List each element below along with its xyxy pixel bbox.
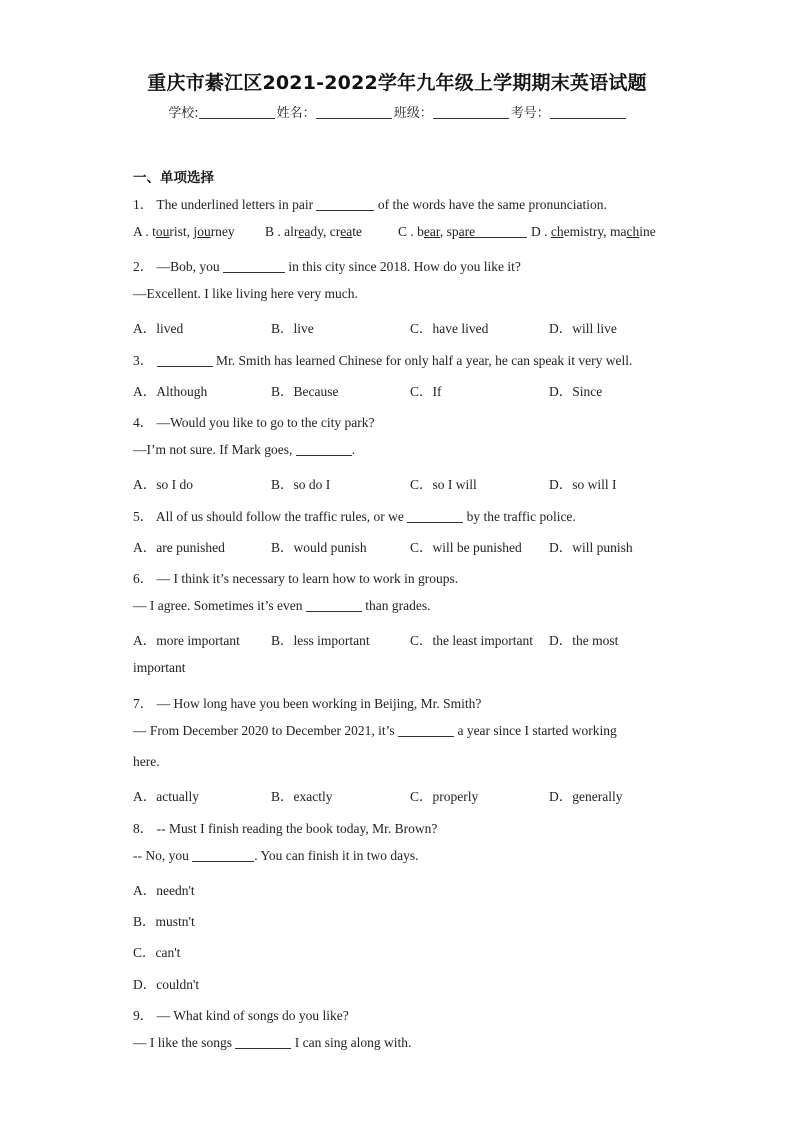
exam-no-blank[interactable] xyxy=(550,106,626,119)
question-7-reply-continued: here. xyxy=(133,754,160,769)
question-9: 9． — What kind of songs do you like? xyxy=(133,1008,349,1023)
option-d[interactable]: D．generally xyxy=(549,789,623,804)
option-b[interactable]: B．would punish xyxy=(271,540,367,555)
option-c[interactable]: C．properly xyxy=(410,789,479,804)
option-d[interactable]: D . chemistry, machine xyxy=(531,224,656,239)
answer-blank[interactable] xyxy=(316,198,374,211)
question-6-reply: — I agree. Sometimes it’s even than grades. xyxy=(133,598,431,613)
answer-blank[interactable] xyxy=(296,443,352,456)
option-b[interactable]: B．exactly xyxy=(271,789,333,804)
option-a[interactable]: A．actually xyxy=(133,789,199,804)
option-c[interactable]: C．If xyxy=(410,384,442,399)
option-c[interactable]: C．so I will xyxy=(410,477,477,492)
question-7-reply: — From December 2020 to December 2021, it’s a year since I started working xyxy=(133,723,617,738)
option-a[interactable]: A．are punished xyxy=(133,540,225,555)
option-d[interactable]: D．the most xyxy=(549,633,619,648)
option-a[interactable]: A．lived xyxy=(133,321,184,336)
option-d-continued: important xyxy=(133,660,186,675)
question-4-reply: —I’m not sure. If Mark goes, . xyxy=(133,442,356,457)
question-9-reply: — I like the songs I can sing along with. xyxy=(133,1035,412,1050)
option-b[interactable]: B . already, create xyxy=(265,224,362,239)
option-a[interactable]: A．so I do xyxy=(133,477,193,492)
school-blank[interactable] xyxy=(199,106,275,119)
option-b[interactable]: B．less important xyxy=(271,633,370,648)
question-4: 4． —Would you like to go to the city park? xyxy=(133,415,375,430)
question-5: 5． All of us should follow the traffic rules, or we by the traffic police. xyxy=(133,509,576,524)
student-info-line xyxy=(0,102,794,121)
option-a[interactable]: A . tourist, journey xyxy=(133,224,235,239)
option-c[interactable]: C．have lived xyxy=(410,321,489,336)
name-label: 姓名： xyxy=(276,106,316,121)
answer-blank[interactable] xyxy=(157,354,213,367)
name-blank[interactable] xyxy=(316,106,392,119)
question-8-reply: -- No, you . You can finish it in two days. xyxy=(133,848,419,863)
question-number: 1． xyxy=(133,197,154,212)
option-d[interactable]: D．will live xyxy=(549,321,617,336)
answer-blank[interactable] xyxy=(223,260,285,273)
page-title: 重庆市綦江区2021-2022学年九年级上学期期末英语试题 xyxy=(147,72,647,94)
question-8: 8． -- Must I finish reading the book today, Mr. Brown? xyxy=(133,821,438,836)
exam-no-label: 考号： xyxy=(510,106,550,121)
option-b[interactable]: B．live xyxy=(271,321,314,336)
question-7: 7． — How long have you been working in Beijing, Mr. Smith? xyxy=(133,696,482,711)
option-b[interactable]: B．so do I xyxy=(271,477,331,492)
question-3: 3． Mr. Smith has learned Chinese for only half a year, he can speak it very well. xyxy=(133,353,633,368)
answer-blank[interactable] xyxy=(192,849,254,862)
option-b[interactable]: B．mustn't xyxy=(133,914,195,929)
question-2: 2． —Bob, you in this city since 2018. How do you like it? xyxy=(133,259,521,274)
answer-blank[interactable] xyxy=(306,599,362,612)
answer-blank[interactable] xyxy=(407,510,463,523)
option-c[interactable]: C．will be punished xyxy=(410,540,522,555)
question-1 xyxy=(133,193,607,213)
class-blank[interactable] xyxy=(433,106,509,119)
option-d[interactable]: D．Since xyxy=(549,384,603,399)
option-d[interactable]: D．couldn't xyxy=(133,977,200,992)
question-6: 6． — I think it’s necessary to learn how to work in groups. xyxy=(133,571,459,586)
option-a[interactable]: A．needn't xyxy=(133,883,195,898)
option-c[interactable]: C . bear, spare xyxy=(398,224,527,240)
section-title: 一、单项选择 xyxy=(133,170,214,186)
option-a[interactable]: A．Although xyxy=(133,384,208,399)
question-1-options xyxy=(133,224,235,240)
option-c[interactable]: C．can't xyxy=(133,945,181,960)
option-d[interactable]: D．so will I xyxy=(549,477,617,492)
answer-blank[interactable] xyxy=(398,724,454,737)
school-label: 学校: xyxy=(168,106,199,121)
question-2-reply: —Excellent. I like living here very much. xyxy=(133,286,358,301)
answer-blank[interactable] xyxy=(235,1036,291,1049)
question-text: of the words have the same pronunciation. xyxy=(377,197,607,212)
option-b[interactable]: B．Because xyxy=(271,384,339,399)
option-a[interactable]: A．more important xyxy=(133,633,240,648)
question-text: The underlined letters in pair xyxy=(156,197,314,212)
option-d[interactable]: D．will punish xyxy=(549,540,633,555)
option-c[interactable]: C．the least important xyxy=(410,633,533,648)
class-label: 班级： xyxy=(393,106,433,121)
